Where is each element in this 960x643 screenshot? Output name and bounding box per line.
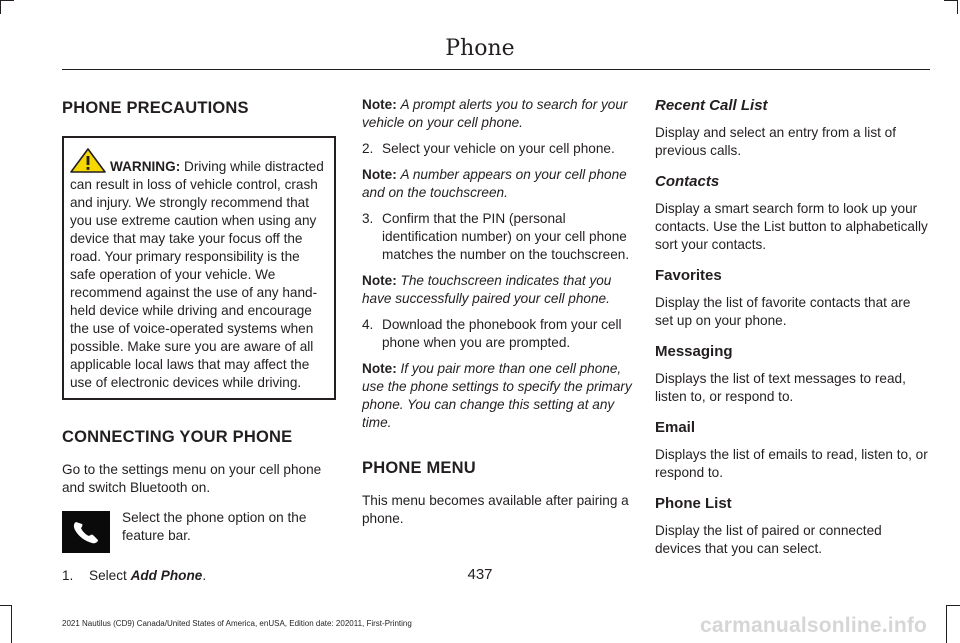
note-text: A prompt alerts you to search for your vehicle on your cell phone. (362, 97, 628, 130)
step-3 (362, 210, 634, 264)
column-left (62, 88, 336, 585)
note-text: If you pair more than one cell phone, use the phone settings to specify the primary phone. You can change this setting at any time. (362, 361, 632, 430)
crop-mark (944, 0, 958, 1)
phone-menu-intro: This menu becomes available after pairing a phone. (362, 493, 629, 526)
column-right (655, 88, 930, 558)
step-text: Select your vehicle on your cell phone. (382, 141, 615, 156)
contacts-title: Contacts (655, 173, 720, 190)
connect-intro: Go to the settings menu on your cell phone and switch Bluetooth on. (62, 462, 322, 495)
section-heading-connecting: CONNECTING YOUR PHONE (62, 428, 293, 446)
note-2 (362, 166, 634, 202)
messaging-title: Messaging (655, 343, 733, 360)
warning-text: Driving while distracted can result in loss of vehicle control, crash and injury. We strongly recommend that you use extreme caution when using any device that may take your focus off the road. Your primary responsibility is the safe operation of your vehicle. We recommend against the use of any hand-held device while driving and encourage the use of voice-operated systems when possible. Make sure you are aware of all applicable local laws that may affect the use of electronic devices while driving. (70, 159, 324, 390)
step-text: Download the phonebook from your cell phone when you are prompted. (382, 317, 622, 350)
messaging-text: Displays the list of text messages to read, listen to, or respond to. (655, 371, 906, 404)
step-number: 3. (362, 211, 374, 226)
header-divider (62, 69, 930, 70)
warning-label: WARNING: (110, 159, 181, 174)
step-number: 4. (362, 317, 374, 332)
contacts-text: Display a smart search form to look up your contacts. Use the List button to alphabetically sort your contacts. (655, 201, 928, 252)
favorites-title: Favorites (655, 267, 722, 284)
recent-call-list-text: Display and select an entry from a list of previous calls. (655, 125, 897, 158)
page-title: Phone (445, 36, 515, 61)
email-title: Email (655, 419, 696, 436)
phone-icon (62, 511, 110, 553)
handset-icon (71, 519, 101, 545)
column-middle (362, 88, 634, 528)
phone-list-title: Phone List (655, 495, 732, 512)
crop-mark (11, 605, 12, 643)
watermark: carmanualsonline.info (700, 614, 928, 637)
crop-mark (946, 605, 960, 606)
warning-triangle-icon (70, 148, 106, 173)
note-label: Note: (362, 361, 397, 376)
section-heading-phone-precautions: PHONE PRECAUTIONS (62, 99, 249, 117)
step-text: Confirm that the PIN (personal identification number) on your cell phone matches the number on the touchscreen. (382, 211, 630, 262)
step-prefix: Select (89, 568, 131, 583)
phone-option-text: Select the phone option on the feature bar. (122, 510, 307, 543)
edition-footer: 2021 Nautilus (CD9) Canada/United States of America, enUSA, Edition date: 202011, First-Printing (62, 619, 412, 628)
note-1 (362, 96, 634, 132)
crop-mark (0, 605, 12, 606)
warning-box (62, 136, 336, 400)
favorites-text: Display the list of favorite contacts that are set up on your phone. (655, 295, 911, 328)
note-3 (362, 272, 634, 308)
step-number: 1. (62, 568, 74, 583)
step-suffix: . (202, 568, 207, 583)
step-4 (362, 316, 634, 352)
step-2 (362, 140, 634, 158)
add-phone-label: Add Phone (130, 568, 203, 583)
section-heading-phone-menu: PHONE MENU (362, 459, 476, 477)
note-4 (362, 360, 634, 432)
phone-list-text: Display the list of paired or connected devices that you can select. (655, 523, 882, 556)
email-text: Displays the list of emails to read, listen to, or respond to. (655, 447, 928, 480)
page-number: 437 (467, 566, 493, 583)
phone-option-block (62, 509, 336, 553)
note-label: Note: (362, 97, 397, 112)
crop-mark (957, 0, 958, 14)
note-text: A number appears on your cell phone and on the touchscreen. (362, 167, 627, 200)
crop-mark (0, 0, 1, 14)
note-label: Note: (362, 273, 397, 288)
step-number: 2. (362, 141, 374, 156)
crop-mark (946, 605, 947, 643)
recent-call-list-title: Recent Call List (655, 97, 768, 114)
crop-mark (0, 0, 14, 1)
note-text: The touchscreen indicates that you have successfully paired your cell phone. (362, 273, 612, 306)
note-label: Note: (362, 167, 397, 182)
